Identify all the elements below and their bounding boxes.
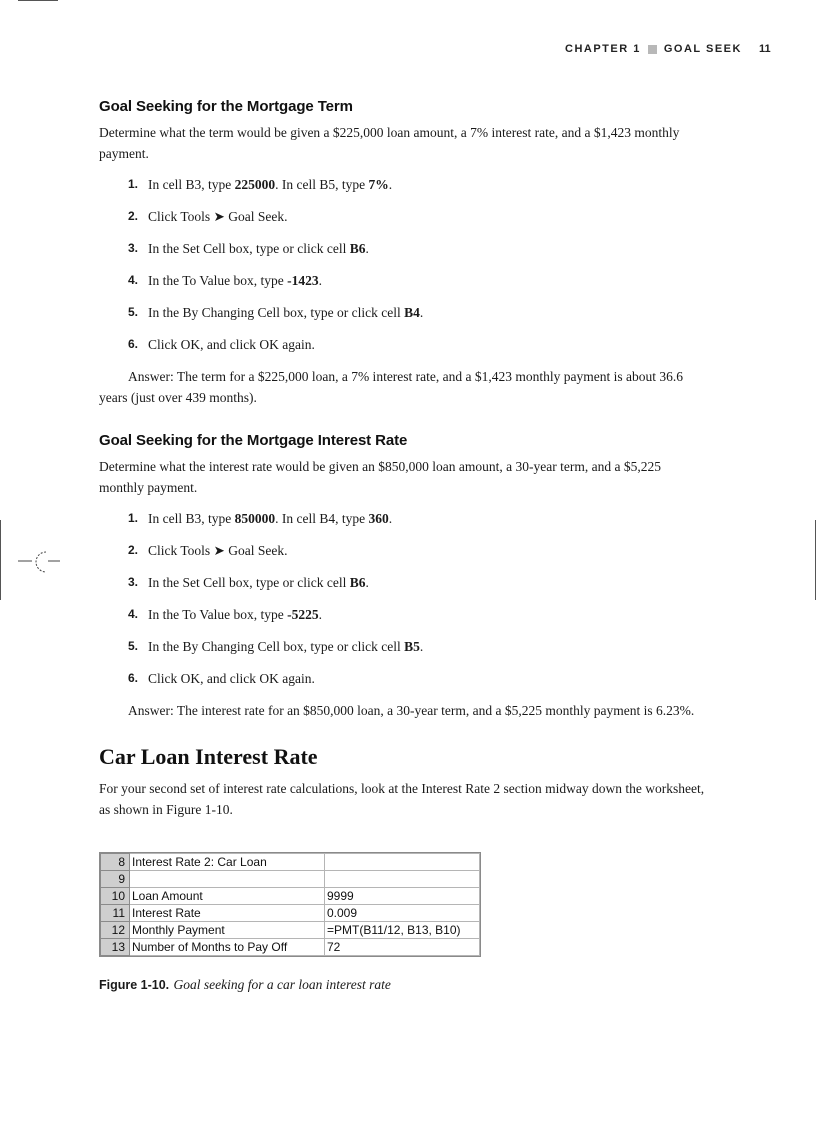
registration-mark-icon (18, 550, 60, 576)
step-item (99, 668, 709, 689)
cell-column-b: =PMT(B11/12, B13, B10) (325, 922, 480, 939)
step-text-segment: In the By Changing Cell box, type or click cell (148, 305, 405, 320)
cell-column-b (325, 854, 480, 871)
row-header: 12 (101, 922, 130, 939)
step-text-segment: In the To Value box, type (148, 273, 288, 288)
step-item (99, 604, 709, 625)
step-bold-value: B4 (404, 305, 420, 320)
step-item (99, 302, 709, 323)
step-bold-value: 360 (368, 511, 389, 526)
step-text-segment: . In cell B5, type (275, 177, 369, 192)
chapter-label: CHAPTER 1 (565, 43, 641, 55)
table-row (101, 939, 480, 956)
figure-caption-text: Goal seeking for a car loan interest rate (173, 977, 391, 992)
page-content (99, 98, 709, 993)
answer-paragraph: Answer: The interest rate for an $850,000 loan, a 30-year term, and a $5,225 monthly payment is 6.23%. (128, 703, 695, 718)
spreadsheet-figure (99, 852, 481, 957)
step-text-segment: In the Set Cell box, type or click cell (148, 575, 350, 590)
cell-column-b: 0.009 (325, 905, 480, 922)
cell-column-b: 9999 (325, 888, 480, 905)
step-number: 5. (128, 639, 139, 653)
step-text-segment: Click Tools ➤ Goal Seek. (148, 209, 288, 224)
step-text (148, 273, 322, 288)
step-item (99, 572, 709, 593)
section-mortgage-rate (99, 432, 709, 721)
step-number: 4. (128, 273, 139, 287)
step-item (99, 174, 709, 195)
cell-column-b (325, 871, 480, 888)
step-number: 3. (128, 241, 139, 255)
step-bold-value: 225000 (234, 177, 276, 192)
step-item (99, 206, 709, 227)
step-text-segment: . (419, 305, 424, 320)
step-text-segment: In the To Value box, type (148, 607, 288, 622)
step-text (148, 575, 369, 590)
cell-column-a: Number of Months to Pay Off (130, 939, 325, 956)
step-bold-value: 7% (368, 177, 389, 192)
step-item (99, 636, 709, 657)
steps-list (99, 174, 709, 355)
step-item (99, 508, 709, 529)
answer-paragraph: Answer: The term for a $225,000 loan, a 7% interest rate, and a $1,423 monthly payment is about 36.6 years (just over 439 months). (99, 369, 683, 405)
cell-column-a: Interest Rate (130, 905, 325, 922)
section-heading-major: Car Loan Interest Rate (99, 744, 318, 769)
section-mortgage-term (99, 98, 709, 408)
step-text (148, 543, 287, 558)
table-row (101, 888, 480, 905)
cell-column-a: Loan Amount (130, 888, 325, 905)
step-number: 1. (128, 177, 139, 191)
cell-column-b: 72 (325, 939, 480, 956)
step-text (148, 511, 392, 526)
step-item (99, 540, 709, 561)
step-bold-value: -1423 (287, 273, 319, 288)
row-header: 8 (101, 854, 130, 871)
step-text (148, 305, 423, 320)
row-header: 11 (101, 905, 130, 922)
step-text (148, 607, 322, 622)
chapter-title: GOAL SEEK (663, 43, 742, 55)
section-intro: For your second set of interest rate calculations, look at the Interest Rate 2 section midway down the worksheet, as shown in Figure 1-10. (99, 781, 705, 817)
step-number: 6. (128, 337, 139, 351)
step-bold-value: B6 (349, 575, 366, 590)
step-bold-value: -5225 (287, 607, 319, 622)
step-bold-value: B5 (404, 639, 420, 654)
step-text-segment: . (419, 639, 424, 654)
step-item (99, 334, 709, 355)
step-text-segment: Click OK, and click OK again. (148, 671, 315, 686)
step-text (148, 209, 287, 224)
page-number: 11 (759, 43, 771, 55)
step-text-segment: . (318, 607, 323, 622)
row-header: 13 (101, 939, 130, 956)
table-row (101, 854, 480, 871)
running-head (565, 43, 742, 55)
step-text (148, 177, 392, 192)
step-text-segment: . (388, 177, 393, 192)
step-item (99, 270, 709, 291)
table-row (101, 871, 480, 888)
figure-label: Figure 1-10. (99, 978, 170, 992)
step-text (148, 639, 423, 654)
step-text-segment: . (365, 575, 369, 590)
figure-caption (99, 977, 709, 993)
step-number: 1. (128, 511, 139, 525)
step-text-segment: Click OK, and click OK again. (148, 337, 315, 352)
cell-column-a (130, 871, 325, 888)
step-text-segment: . In cell B4, type (275, 511, 369, 526)
row-header: 9 (101, 871, 130, 888)
step-text-segment: Click Tools ➤ Goal Seek. (148, 543, 288, 558)
steps-list (99, 508, 709, 689)
step-number: 3. (128, 575, 139, 589)
step-number: 5. (128, 305, 139, 319)
step-number: 2. (128, 209, 139, 223)
step-text-segment: In cell B3, type (148, 511, 235, 526)
cell-column-a: Monthly Payment (130, 922, 325, 939)
step-text-segment: In the By Changing Cell box, type or click cell (148, 639, 405, 654)
step-text (148, 241, 369, 256)
section-heading: Goal Seeking for the Mortgage Term (99, 98, 353, 115)
section-intro: Determine what the interest rate would be given an $850,000 loan amount, a 30-year term, and a $5,225 monthly payment. (99, 459, 661, 495)
step-item (99, 238, 709, 259)
step-text-segment: . (365, 241, 369, 256)
section-intro: Determine what the term would be given a $225,000 loan amount, a 7% interest rate, and a $1,423 monthly payment. (99, 125, 680, 161)
step-number: 4. (128, 607, 139, 621)
left-margin-rule (0, 520, 1, 600)
step-text (148, 337, 315, 352)
row-header: 10 (101, 888, 130, 905)
cell-column-a: Interest Rate 2: Car Loan (130, 854, 325, 871)
step-bold-value: 850000 (234, 511, 276, 526)
step-number: 2. (128, 543, 139, 557)
step-text-segment: In cell B3, type (148, 177, 235, 192)
spreadsheet-table (100, 853, 480, 956)
step-bold-value: B6 (349, 241, 366, 256)
section-heading: Goal Seeking for the Mortgage Interest Rate (99, 432, 408, 449)
step-text-segment: . (388, 511, 393, 526)
step-number: 6. (128, 671, 139, 685)
step-text-segment: In the Set Cell box, type or click cell (148, 241, 350, 256)
step-text (148, 671, 315, 686)
separator-square-icon (648, 45, 657, 54)
section-car-loan (99, 744, 709, 993)
table-row (101, 905, 480, 922)
crop-mark (18, 0, 58, 1)
table-row (101, 922, 480, 939)
step-text-segment: . (318, 273, 323, 288)
